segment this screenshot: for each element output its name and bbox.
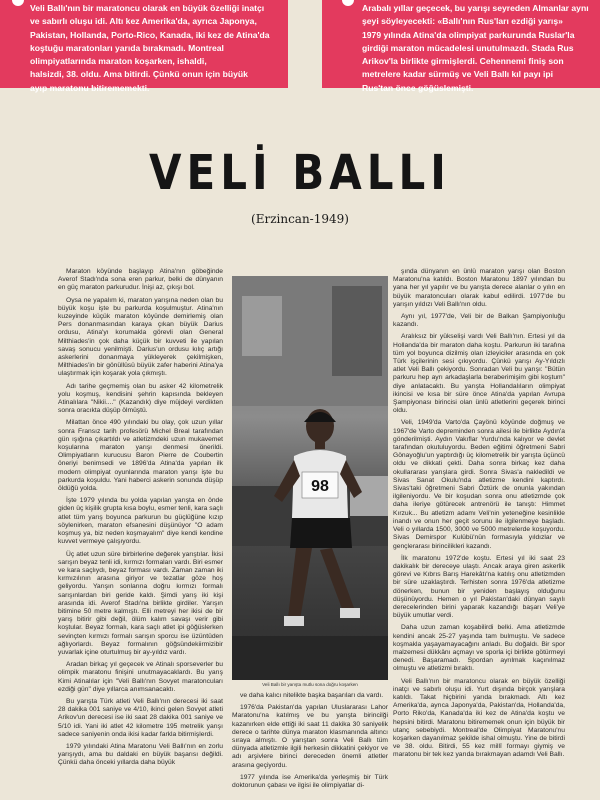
header-right-band xyxy=(322,0,600,93)
article-paragraph: 1977 yılında ise Amerika'da yerleşmiş bir Türk doktorunun çabası ve ilgisi ile olimpiyatlar di- xyxy=(232,773,388,790)
article-paragraph: İlk maratonu 1972'de koştu. Ertesi yıl iki saat 23 dakikalık bir dereceye ulaştı. Ancak araya giren askerlik görevi ve Kıbrıs Barış Harekâtı'na katılış onu atletizmden bir süre uzaklaştırdı. Terhisten sonra 1976'da atletizme dönerken, bunun bir yeniden başlayış olduğunu düşünüyordu. Hemen o yıl Pakistan'daki dünyan sayılı derecelerinden birini yaparak kazandığı başarı Veli'ye büyük umutlar verdi. xyxy=(393,554,565,620)
bullet-dot xyxy=(342,0,354,6)
article-paragraph: Oysa ne yapalım ki, maraton yarışına neden olan bu büyük koşu işte bu parkurda koşulmuştur. Atina'nın kuzeyinde küçük maraton köyünde demirlemiş olan Pers donanmasından karaya çıkan büyük Darius ordusu, Atina'yı korumakla görevli olan General Milthiades'in çok daha küçük bir kuvveti ile yapılan savaş sonucu yenilmişti. Darius'un ordusu kılıç artığı askerlerini donanmaya yükleyerek çekilmişken, Milthiades'in bir gönüllüsü büyük zafer haberini Atina'ya ulaştırmak için koşarak yola çıkmıştı. xyxy=(58,296,223,378)
header-left-line: Pakistan, Hollanda, Porto-Rico, Kanada, iki kez de Atina'da xyxy=(30,29,270,40)
article-paragraph: 1979 yılındaki Atina Maratonu Veli Ballı'nın en zorlu yarışıydı, ama bu daldaki en büyük başarısı değildi. Çünkü daha önceki yıllarda daha büyük xyxy=(58,742,223,767)
header-right-line: 1979 yılında Atina'da olimpiyat parkurunda Ruslar'la xyxy=(362,29,575,40)
header-right-text xyxy=(362,2,590,95)
article-column-2 xyxy=(232,692,388,796)
header-right-line: metrelere kadar sürmüş ve Veli Ballı kıl payı ipi xyxy=(362,69,554,80)
runner-illustration xyxy=(232,276,388,680)
article-paragraph: Aralıksız bir yükselişi vardı Veli Ballı'nın. Ertesi yıl da Hollanda'da bir maraton daha koştu. Parkurun iki tarafına tüm yol boyunca dizilmiş olan izleyiciler arasında en çok Türk işçilerinin sesi çıkıyordu. Çünkü yarışı Ay-Yıldızlı atlet Veli Ballı çekiyordu. Sonradan Veli bu yarışı: "Bütün parkuru hep ayrı arkadaşlarla beraberimişim gibi koştum" diye anlatacaktı. Bu yarışta Hollandalıların olimpiyat ikincisi ve kısa bir süre önce Atina'da yapılan Avrupa Şampiyonası birincisi olan ünlü atletlerini geçerek birinci oldu. xyxy=(393,333,565,415)
article-paragraph: Maraton köyünde başlayıp Atina'nın göbeğinde Averof Stadı'nda sona eren parkur, belki de dünyanın en güç maraton parkurudur. İnişi az, çıkışı bol. xyxy=(58,268,223,292)
article-paragraph: Adı tarihe geçmemiş olan bu asker 42 kilometrelik yolu koşmuş, kendisini şehrin kapısında bekleyen Atinalılara "Nikii...." (Kazandık) diye müjdeyi verdikten sonra oracıkta düşüp ölmüştü. xyxy=(58,382,223,415)
header-left-band xyxy=(0,0,288,93)
header-left-text xyxy=(30,2,278,95)
header-left-line: halsizdi, 38. oldu. Ama bitirdi. Çünkü onun için büyük xyxy=(30,69,248,80)
header-right-line: Rus'tan önce göğüslemişti. xyxy=(362,82,474,93)
header-right-line: Arikov'la birlikte girmişlerdi. Cehennemi finiş son xyxy=(362,56,564,67)
athlete-photo xyxy=(232,276,388,680)
article-paragraph: Üç atlet uzun süre birbirlerine değerek yarıştılar. İkisi sarışın beyaz tenli idi, kırmızı formaları vardı. Biri esmer ve kara saçlıydı, beyaz forması vardı. Zaman zaman iki kırmızılının arasına giriyor ve tezatlar göze hoş geliyordu. Yarışın sonlarına doğru kırmızı formalı sarışınlardan biri geride kaldı. Şimdi yarış iki kişi arasında idi. Averof Stadı'na birlikte girdiler. Yarışın bitimine 50 metre kalmıştı. Elli metreyi her ikisi de bir yarış bitirir gibi değil, ölüm kalım savaşı verir gibi koştular. Beyaz formalı, kara saçlı atlet ipi göğüslerken sevinçten kırmızı formalı sarışın sporcu ise üzüntüden ağlıyorlardı. Beyaz formalının göğsündekiirmizibir yuvarlak içine oturtulmuş bir ay-yıldız vardı. xyxy=(58,550,223,656)
article-title: VELİ BALLI xyxy=(149,144,451,201)
article-paragraph: İşte 1979 yılında bu yolda yapılan yarışta en önde giden üç kişilik grupta kısa boylu, esmer tenli, kara saçlı atlet tüm yarış boyunca parkurun bu güçlüğüne kızıp söylenirken, maraton efsanesini düşünüyor "O adam koşmuş ya, biz neden koşmayalım" diye kendi kendine kuvvet vermeye çalışıyordu. xyxy=(58,497,223,546)
article-paragraph: 1976'da Pakistan'da yapılan Uluslararası Lahor Maratonu'na katılmış ve bu yarışta birincilği kazanırken elde ettiği iki saat 11 dakika 30 saniyelik derece o tarihte dünya maraton klasmanında altıncı sıraya almıştı. O yarıştan sonra Veli Ballı tüm dünyada atletizmle ilgili herkesin dikkatini çekiyor ve adı arşivlere birinci dereceden önemli atletler arasına geçiyordu. xyxy=(232,704,388,769)
article-paragraph: Milattan önce 490 yılındaki bu olay, çok uzun yıllar sonra Fransız tarih profesörü Michel Breal tarafından gün ışığına çıkartıldı ve atletizmdeki uzun mukavemet koşularına maraton yarışı denmesi önerildi. Olimpiyatların kurucusu Baron Pierre de Coubertin öneriyi benimsedi ve 1896'da Atina'da yapılan ilk modern olimpiyat oyunlarında maraton yarışı işte bu parkurda koşuldu. Yani haberci askerin sonunda düşüp öldüğü yolda. xyxy=(58,419,223,493)
article-paragraph: Veli Ballı'nın bir maratoncu olarak en büyük özelliği inatçı ve sabırlı oluşu idi. Yurt dışında birçok yarışlara katıldı. Takat hiçbirini yarıda bırakmadı. Altı kez Amerika'da, ayrıca Japonya'da, Pakistan'da, Hollanda'da, Porto Riko'da, Kanada'da iki kez de Atina'da koştu ve hepsini bitirdi. Maratonu bitirememek onun için büyük bir utanç sebebiydi. Montreal'de Olimpiyat Maratonu'nu koşarken dayanılmaz şekilde ishal olmuştu. Yine de bitirdi ve 38. oldu. Bitirdi, 55 kez millî formayı giymiş ve maratonu bir tek kez yarıda bırakmayan adamdı Veli Ballı. xyxy=(393,677,565,759)
header-left-line: olimpiyatlarında maraton koşarken, ishaldi, xyxy=(30,56,207,67)
photo-caption: Veli Ballı bir yarışta mutlu sona doğru koşarken xyxy=(262,682,358,687)
header-right-line: girdiği maraton mücadelesi unutulmazdı. Stada Rus xyxy=(362,42,574,53)
article-paragraph: Bu yarışta Türk atleti Veli Ballı'nın derecesi iki saat 28 dakika 001 saniye ve 4/10, ikinci gelen Sovyet atleti Arikov'un derecesi ise iki saat 28 dakika 001 saniye ve 5/10 idi. Yani iki atlet 42 kilometre 195 metrelik yarışı sadece saniyenin onda ikisi kadar farkla bitirmişlerdi. xyxy=(58,697,223,738)
article-paragraph: ve daha kalıcı nitelikte başka başarıları da vardı. xyxy=(240,692,384,699)
header-left-line: ayıp maratonu bitirememekti. xyxy=(30,82,150,93)
article-paragraph: Veli, 1949'da Varto'da Çayönü köyünde doğmuş ve 1967'de Varto depreminden sonra ailesi ile birlikte Aydın'a gönderilmişti. Aydın Vakıflar Yurdu'nda kalıyor ve devlet tarafından okutuluyordu. Beden eğitimi öğretmeni Sabri Gönayoğlu'un yaptırdığı üç kilometrelik bir yarışta üçüncü oldu ve dikkati çekti. Daha sonra birkaç kez daha okullararası yarışlara girdi. Sonra Sivas'a nakledildi ve Sivas Sanat Okulu'nda atletizme kendini kaptırdı. Sivas'taki öğretmeni Sabri Öztürk de onunla yakından ilgileniyordu. Ve bir koşudan sonra onu atletizmde çok daha ileriye götürecek antrenörü ile tanıştı: Himmet Kırzuk... Bu atletizm adamı Veli'nin yeteneğine kesinlikle inandı ve onun her geçit sorunu ile ilgilenmeye başladı. Veli o yıllarda 1500, 3000 ve 5000 metrelerde koşuyordu. Sivas Demirspor Kulübü'nün formasıyla yıldızlar ve gençlerarası birincilikleri kazandı. xyxy=(393,419,565,550)
header-left-line: koştuğu maratonları yarıda bırakmadı. Montreal xyxy=(30,42,224,53)
article-paragraph: şında dünyanın en ünlü maraton yarışı olan Boston Maratonu'na katıldı. Boston Maratonu 1897 yılından bu yana her yıl yapılır ve bu yarışta derece alanlar o yılın en büyük maratoncuları olarak kabul edilirdi. 1977'de bu yarışın yıldızı Veli Ballı'nın oldu. xyxy=(393,268,565,308)
header-right-line: Arabalı yıllar geçecek, bu yarışı seyreden Almanlar aynı xyxy=(362,3,589,13)
article-subtitle: (Erzincan-1949) xyxy=(251,212,349,226)
header-left-line: ve sabırlı oluşu idi. Altı kez Amerika'da, ayrıca Japonya, xyxy=(30,16,257,27)
race-bib-number: 98 xyxy=(311,478,329,495)
bullet-dot xyxy=(12,0,24,6)
article-paragraph: Daha uzun zaman koşabilirdi belki. Ama atletizmde kendini ancak 25-27 yaşında tam bulmuştu. Ve sadece koşmakla yaşayamayacağını anladı. Bu doğaldı. Bir spor malzemesi dükkânı açmayı ve sporla içi birlikte götürmeyi denedi. Başaramadı. Spordan ayrılmak kaçınılmaz olmuştu ve atletizmi bıraktı. xyxy=(393,624,565,673)
article-paragraph: Aradan birkaç yıl geçecek ve Atinalı sporseverler bu olimpik maratonu finişini unutmayacaklardı. Bu yarış Kimi Atinalılar için "Veli Ballı'nın Sovyet maratoncuları ezdiği gün" diye yıllarca anımsanacaktı. xyxy=(58,661,223,693)
article-column-3 xyxy=(393,268,565,796)
header-right-line: şeyi söyleyecekti: «Ballı'nın Rus'ları ezdiği yarış» xyxy=(362,16,563,27)
article-paragraph: Aynı yıl, 1977'de, Veli bir de Balkan Şampiyonluğu kazandı. xyxy=(393,313,565,329)
header-gap xyxy=(288,0,322,88)
header-left-line: Veli Ballı'nın bir maratoncu olarak en büyük özelliği inatçı xyxy=(30,3,265,13)
article-column-1 xyxy=(58,268,223,796)
